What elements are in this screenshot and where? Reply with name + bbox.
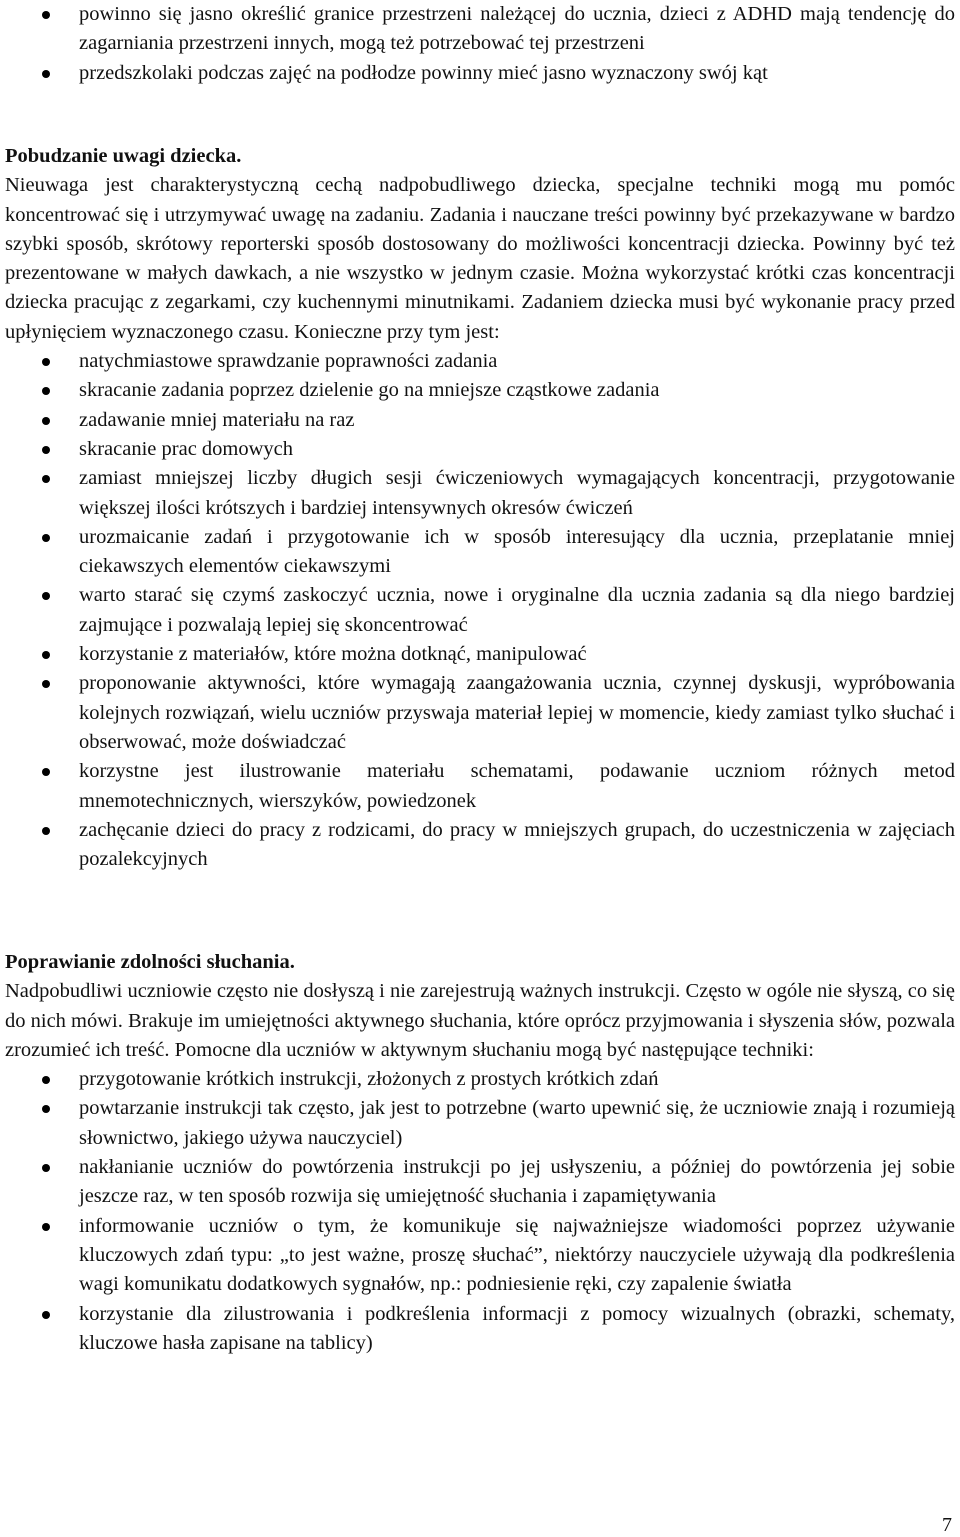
bullet-icon [42, 1223, 50, 1231]
list-item: zamiast mniejszej liczby długich sesji ćwiczeniowych wymagających koncentracji, przygotowanie większej ilości krótszych i bardziej intensywnych okresów ćwiczeń [5, 464, 955, 523]
list-item: skracanie zadania poprzez dzielenie go na mniejsze cząstkowe zadania [5, 376, 955, 405]
bullet-icon [42, 358, 50, 366]
bullet-icon [42, 1164, 50, 1172]
list-item: informowanie uczniów o tym, że komunikuje się najważniejsze wiadomości poprzez używanie kluczowych zdań typu: „to jest ważne, proszę słuchać”, niektórzy nauczyciele używają dla podkreślenia wagi komunikatu dodatkowych sygnałów, np.: podniesienie ręki, czy zapalenie światła [5, 1212, 955, 1300]
list-item: korzystanie dla zilustrowania i podkreślenia informacji z pomocy wizualnych (obrazki, schematy, kluczowe hasła zapisane na tablicy) [5, 1300, 955, 1359]
list-item: przygotowanie krótkich instrukcji, złożonych z prostych krótkich zdań [5, 1065, 955, 1094]
list-item: skracanie prac domowych [5, 435, 955, 464]
bullet-icon [42, 534, 50, 542]
top-bullet-list [5, 0, 955, 88]
list-item: korzystne jest ilustrowanie materiału schematami, podawanie uczniom różnych metod mnemotechnicznych, wierszyków, powiedzonek [5, 757, 955, 816]
bullet-icon [42, 651, 50, 659]
section-listening [5, 948, 955, 1358]
bullet-icon [42, 417, 50, 425]
listening-techniques-list [5, 1065, 955, 1358]
attention-techniques-list [5, 347, 955, 874]
bullet-icon [42, 768, 50, 776]
list-item: powtarzanie instrukcji tak często, jak jest to potrzebne (warto upewnić się, że uczniowie znają i rozumieją słownictwo, jakiego używa nauczyciel) [5, 1094, 955, 1153]
list-item: nakłanianie uczniów do powtórzenia instrukcji po jej usłyszeniu, a później do powtórzenia jej sobie jeszcze raz, w ten sposób rozwija się umiejętność słuchania i zapamiętywania [5, 1153, 955, 1212]
list-item: zachęcanie dzieci do pracy z rodzicami, do pracy w mniejszych grupach, do uczestniczenia w zajęciach pozalekcyjnych [5, 816, 955, 875]
list-item: proponowanie aktywności, które wymagają zaangażowania ucznia, czynnej dyskusji, wypróbowania kolejnych rozwiązań, wielu uczniów przyswaja materiał lepiej w momencie, kiedy zamiast tylko słuchać i obserwować, może doświadczać [5, 669, 955, 757]
list-item: korzystanie z materiałów, które można dotknąć, manipulować [5, 640, 955, 669]
bullet-icon [42, 592, 50, 600]
section-paragraph: Nadpobudliwi uczniowie często nie dosłyszą i nie zarejestrują ważnych instrukcji. Często w ogóle nie słyszą, co się do nich mówi. Brakuje im umiejętności aktywnego słuchania, które oprócz przyjmowania i słyszenia słów, pozwala zrozumieć ich treść. Pomocne dla uczniów w aktywnym słuchaniu mogą być następujące techniki: [5, 980, 955, 1061]
section-attention [5, 142, 955, 874]
bullet-icon [42, 70, 50, 78]
bullet-icon [42, 446, 50, 454]
list-item: urozmaicanie zadań i przygotowanie ich w sposób interesujący dla ucznia, przeplatanie mniej ciekawszych elementów ciekawszymi [5, 523, 955, 582]
list-item: zadawanie mniej materiału na raz [5, 406, 955, 435]
top-bullet-section [5, 0, 955, 88]
list-item: natychmiastowe sprawdzanie poprawności zadania [5, 347, 955, 376]
list-item: warto starać się czymś zaskoczyć ucznia, nowe i oryginalne dla ucznia zadania są dla niego bardziej zajmujące i pozwalają lepiej się skoncentrować [5, 581, 955, 640]
page-number: 7 [942, 1514, 952, 1536]
section-heading: Pobudzanie uwagi dziecka. [5, 145, 242, 167]
bullet-icon [42, 1311, 50, 1319]
bullet-icon [42, 387, 50, 395]
bullet-icon [42, 475, 50, 483]
list-item: przedszkolaki podczas zajęć na podłodze powinny mieć jasno wyznaczony swój kąt [5, 59, 955, 88]
bullet-icon [42, 680, 50, 688]
bullet-icon [42, 11, 50, 19]
section-paragraph: Nieuwaga jest charakterystyczną cechą nadpobudliwego dziecka, specjalne techniki mogą mu pomóc koncentrować się i utrzymywać uwagę na zadaniu. Zadania i nauczane treści powinny być przekazywane w bardzo szybki sposób, skrótowy reporterski sposób dostosowany do możliwości koncentracji dziecka. Powinny być też prezentowane w małych dawkach, a nie wszystko w jednym czasie. Można wykorzystać krótki czas koncentracji dziecka pracując z zegarkami, czy kuchennymi minutnikami. Zadaniem dziecka musi być wykonanie pracy przed upłynięciem wyznaczonego czasu. Konieczne przy tym jest: [5, 174, 955, 343]
bullet-icon [42, 1105, 50, 1113]
list-item: powinno się jasno określić granice przestrzeni należącej do ucznia, dzieci z ADHD mają tendencję do zagarniania przestrzeni innych, mogą też potrzebować tej przestrzeni [5, 0, 955, 59]
bullet-icon [42, 827, 50, 835]
bullet-icon [42, 1076, 50, 1084]
section-heading: Poprawianie zdolności słuchania. [5, 951, 295, 973]
